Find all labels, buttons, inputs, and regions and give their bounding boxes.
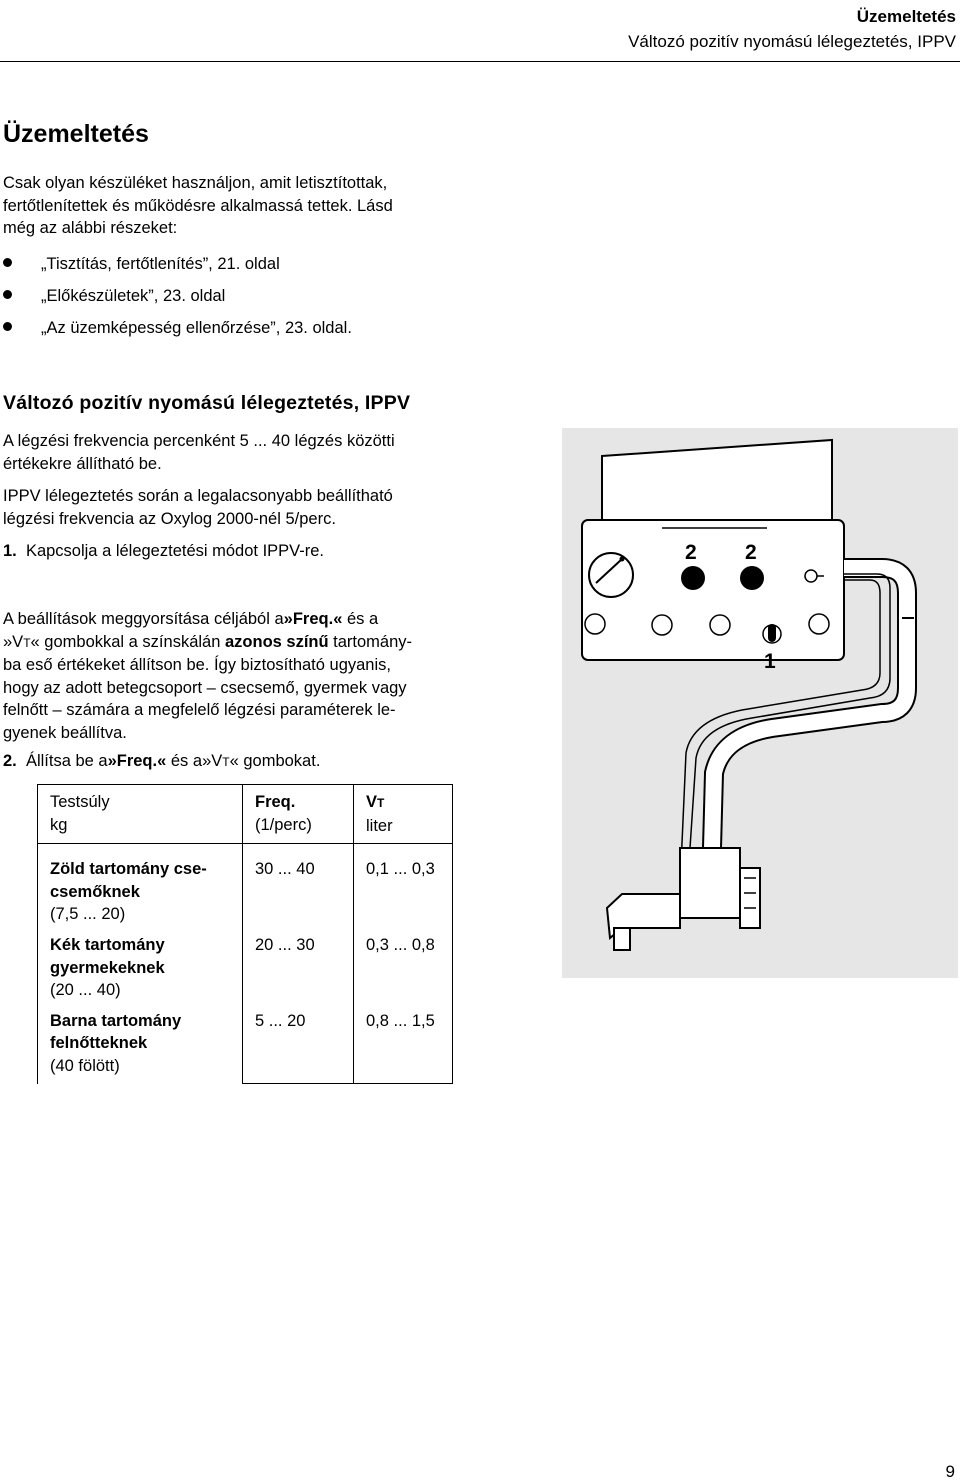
bullet-text: „Tisztítás, fertőtlenítés”, 21. oldal (41, 255, 280, 273)
row-label: csemőknek (50, 882, 140, 901)
text-run: « gombokkal a színskálán (30, 632, 225, 651)
freq-value: 20 ... 30 (255, 935, 315, 954)
vt-subscript: T (23, 635, 31, 650)
vt-knob-icon (740, 566, 764, 590)
text-run: tartomány- (328, 632, 413, 651)
freq-knob-label: »Freq.« (283, 610, 343, 628)
step-1-number: 1. (3, 542, 17, 560)
callout-2-freq: 2 (685, 541, 697, 564)
paragraph-line: légzési frekvencia az Oxylog 2000-nél 5/perc. (3, 509, 336, 528)
bullet-item (3, 319, 352, 338)
mode-switch-lever (768, 624, 776, 642)
running-header (628, 4, 956, 54)
row-label: gyermekeknek (50, 958, 165, 977)
bullet-text: „Előkészületek”, 23. oldal (41, 287, 226, 305)
row-weight-range: (7,5 ... 20) (50, 905, 126, 924)
control-knob-icon (652, 615, 672, 635)
paragraph-line: felnőtt – számára a megfelelő légzési paraméterek le- (3, 701, 396, 720)
callout-2-vt: 2 (745, 541, 757, 564)
step-2 (3, 750, 320, 774)
text-run: « gombokat. (229, 752, 321, 770)
paragraph-color-scale (3, 608, 412, 745)
text-run: és a (166, 752, 203, 770)
table-cell (243, 844, 354, 1084)
intro-paragraph (3, 172, 393, 240)
vt-value: 0,1 ... 0,3 (366, 860, 435, 879)
ventilator-illustration (562, 428, 958, 978)
bullet-dot (3, 322, 12, 331)
paragraph-line: A légzési frekvencia percenként 5 ... 40 légzés közötti (3, 432, 395, 450)
row-weight-range: (40 fölött) (50, 1056, 120, 1075)
page-number: 9 (945, 1462, 955, 1481)
row-label: felnőtteknek (50, 1034, 148, 1053)
header-line: kg (50, 815, 68, 834)
gauge-needle-pivot (620, 557, 625, 562)
running-header-title: Üzemeltetés (856, 7, 956, 26)
table-header-cell (354, 785, 453, 844)
paragraph-line: ba eső értékeket állítson be. Így biztosítható ugyanis, (3, 656, 391, 675)
section-heading-operation: Üzemeltetés (3, 120, 149, 148)
freq-value: 5 ... 20 (255, 1011, 306, 1030)
table-header-cell (243, 785, 354, 844)
row-label: Barna tartomány (50, 1011, 182, 1030)
settings-table (37, 784, 453, 1084)
control-knob-icon (585, 614, 605, 634)
running-header-subtitle: Változó pozitív nyomású lélegeztetés, IPPV (628, 32, 956, 51)
paragraph-min-frequency (3, 485, 393, 530)
paragraph-frequency-range (3, 430, 395, 475)
header-line: (1/perc) (255, 815, 312, 834)
intro-line: fertőtlenítettek és működésre alkalmassá tettek. Lásd (3, 196, 393, 215)
step-2-number: 2. (3, 752, 17, 770)
same-color-emphasis: azonos színű (224, 632, 329, 651)
vt-subscript: T (377, 796, 385, 810)
text-run: Állítsa be a (25, 752, 108, 770)
intro-line: még az alábbi részeket: (3, 219, 178, 238)
vt-value: 0,3 ... 0,8 (366, 935, 435, 954)
vt-subscript: T (222, 755, 230, 769)
freq-value: 30 ... 40 (255, 860, 315, 879)
bullet-item (3, 287, 225, 306)
bullet-dot (3, 290, 12, 299)
paragraph-line: hogy az adott betegcsoport – csecsemő, gyermek vagy (3, 678, 407, 697)
row-weight-range: (20 ... 40) (50, 981, 121, 1000)
row-label: Kék tartomány (50, 935, 165, 954)
paragraph-line: értékekre állítható be. (3, 454, 162, 473)
header-rule (0, 61, 960, 62)
table-header-row (38, 785, 453, 844)
bullet-dot (3, 258, 12, 267)
table-row (38, 844, 453, 1084)
text-run: »V (3, 632, 24, 651)
table-header-cell (38, 785, 243, 844)
vt-value: 0,8 ... 1,5 (366, 1011, 435, 1030)
patient-valve-icon (680, 848, 740, 918)
pressure-gauge-icon (589, 553, 633, 597)
step-1-text: Kapcsolja a lélegeztetési módot IPPV-re. (25, 542, 325, 560)
table-cell (38, 844, 243, 1084)
header-line: V (366, 793, 378, 811)
connector-stub (614, 928, 630, 950)
step-1 (3, 540, 324, 563)
text-run: A beállítások meggyorsítása céljából a (3, 610, 284, 628)
freq-knob-icon (681, 566, 705, 590)
freq-knob-label: »Freq.« (107, 752, 167, 770)
text-run: »V (202, 752, 223, 770)
header-line: Freq. (255, 793, 296, 811)
section-heading-ippv: Változó pozitív nyomású lélegeztetés, IPPV (3, 392, 411, 414)
header-line: Testsúly (50, 793, 110, 811)
intro-line: Csak olyan készüléket használjon, amit letisztítottak, (3, 174, 388, 192)
paragraph-line: gyenek beállítva. (3, 723, 127, 742)
callout-1-mode: 1 (764, 650, 776, 673)
text-run: és a (342, 610, 379, 628)
paragraph-line: IPPV lélegeztetés során a legalacsonyabb beállítható (3, 487, 393, 505)
bullet-item (3, 255, 280, 274)
control-knob-icon (710, 615, 730, 635)
header-line: liter (366, 816, 393, 835)
table-cell (354, 844, 453, 1084)
control-knob-icon (809, 614, 829, 634)
row-label: Zöld tartomány cse- (50, 860, 207, 879)
valve-housing (740, 868, 760, 928)
bullet-text: „Az üzemképesség ellenőrzése”, 23. oldal. (41, 319, 352, 337)
